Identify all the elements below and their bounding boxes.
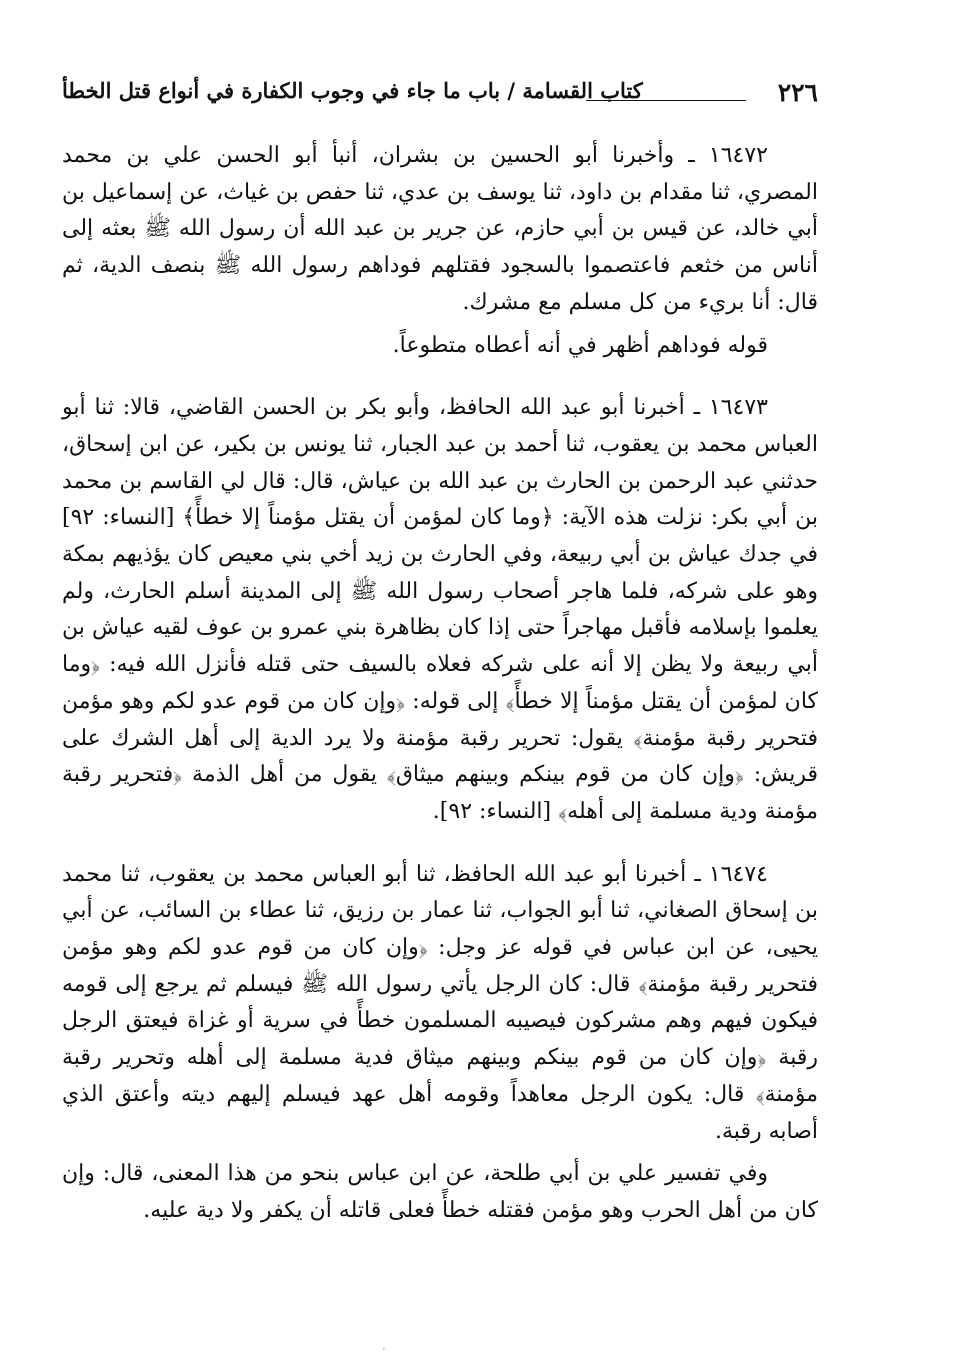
page-number: ٢٢٦	[777, 78, 818, 107]
running-title: كتاب القسامة / باب ما جاء في وجوب الكفارة في أنواع قتل الخطأ	[62, 78, 643, 103]
hadith-16472: ١٦٤٧٢ ـ وأخبرنا أبو الحسين بن بشران، أنبأ أبو الحسن علي بن محمد المصري، ثنا مقدام بن داود، ثنا يوسف بن عدي، ثنا حفص بن غياث، عن إسماعيل بن أبي خالد، عن قيس بن أبي حازم، عن جرير بن عبد الله أن رسول الله ﷺ بعثه إلى أناس من خثعم فاعتصموا بالسجود فقتلهم فوداهم رسول الله ﷺ بنصف الدية، ثم قال: أنا بريء من كل مسلم مع مشرك.	[62, 143, 818, 315]
tafsir-note: وفي تفسير علي بن أبي طلحة، عن ابن عباس بنحو من هذا المعنى، قال: وإن كان من أهل الحرب وهو مؤمن فقتله خطأً فعلى قاتله أن يكفر ولا دية عليه.	[62, 1161, 818, 1223]
hadith-16473: ١٦٤٧٣ ـ أخبرنا أبو عبد الله الحافظ، وأبو بكر بن الحسن القاضي، قالا: ثنا أبو العباس محمد بن يعقوب، ثنا أحمد بن عبد الجبار، ثنا يونس بن بكير، عن ابن إسحاق، حدثني عبد الرحمن بن الحارث بن عبد الله بن عياش، قال: قال لي القاسم بن محمد بن أبي بكر: نزلت هذه الآية: ﴿وما كان لمؤمن أن يقتل مؤمناً إلا خطأً﴾ [النساء: ٩٢] في جدك عياش بن أبي ربيعة، وفي الحارث بن زيد أخي بني معيص كان يؤذيهم بمكة وهو على شركه، فلما هاجر أصحاب رسول الله ﷺ إلى المدينة أسلم الحارث، ولم يعلموا بإسلامه فأقبل مهاجراً حتى إذا كان بظاهرة بني عمرو بن عوف لقيه عياش بن أبي ربيعة ولا يظن إلا أنه على شركه فعلاه بالسيف حتى قتله فأنزل الله فيه: ﴿وما كان لمؤمن أن يقتل مؤمناً إلا خطأً﴾ إلى قوله: ﴿وإن كان من قوم عدو لكم وهو مؤمن فتحرير رقبة مؤمنة﴾ يقول: تحرير رقبة مؤمنة ولا يرد الدية إلى أهل الشرك على قريش: ﴿وإن كان من قوم بينكم وبينهم ميثاق﴾ يقول من أهل الذمة ﴿فتحرير رقبة مؤمنة ودية مسلمة إلى أهله﴾ [النساء: ٩٢].	[62, 395, 818, 824]
page-body	[62, 138, 818, 1230]
commentary-note: قوله فوداهم أظهر في أنه أعطاه متطوعاً.	[392, 332, 768, 358]
page-header	[62, 70, 818, 116]
hadith-16474: ١٦٤٧٤ ـ أخبرنا أبو عبد الله الحافظ، ثنا أبو العباس محمد بن يعقوب، ثنا محمد بن إسحاق الصغاني، ثنا أبو الجواب، ثنا عمار بن رزيق، ثنا عطاء بن السائب، عن أبي يحيى، عن ابن عباس في قوله عز وجل: ﴿وإن كان من قوم عدو لكم وهو مؤمن فتحرير رقبة مؤمنة﴾ قال: كان الرجل يأتي رسول الله ﷺ فيسلم ثم يرجع إلى قومه فيكون فيهم وهم مشركون فيصيبه المسلمون خطأً في سرية أو غزاة فيعتق الرجل رقبة ﴿وإن كان من قوم بينكم وبينهم ميثاق فدية مسلمة إلى أهله وتحرير رقبة مؤمنة﴾ قال: يكون الرجل معاهداً وقومه أهل عهد فيسلم إليهم ديته وأعتق الذي أصابه رقبة.	[62, 861, 818, 1144]
scan-speck: ·	[382, 1342, 386, 1356]
